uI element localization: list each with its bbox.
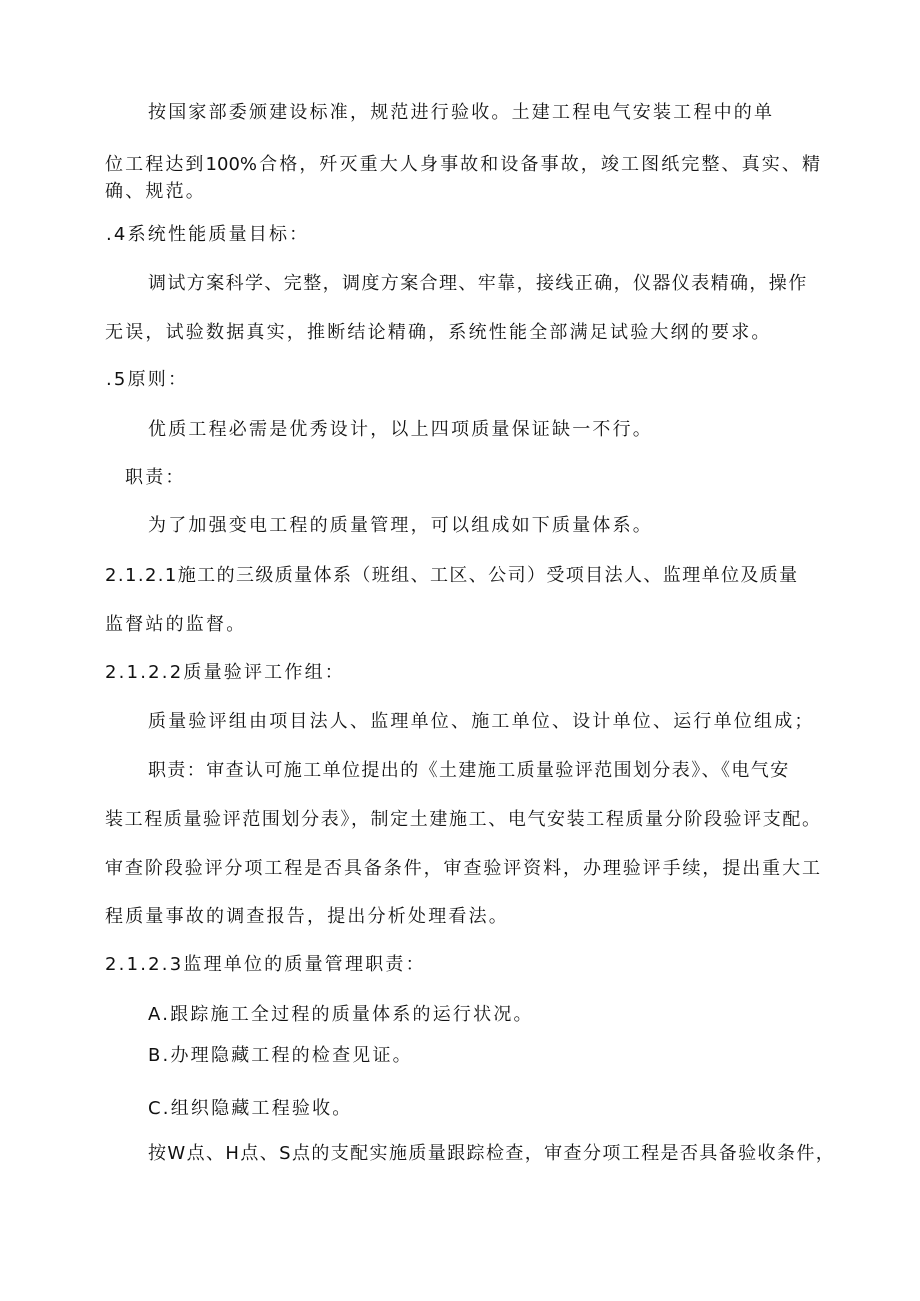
list-item: A.跟踪施工全过程的质量体系的运行状况。 xyxy=(148,1004,534,1025)
paragraph-line: 质量验评组由项目法人、监理单位、施工单位、设计单位、运行单位组成； xyxy=(148,711,815,732)
paragraph-line: 确、规范。 xyxy=(105,181,206,202)
paragraph-line: 优质工程必需是优秀设计，以上四项质量保证缺一不行。 xyxy=(148,419,653,440)
section-heading: 职责： xyxy=(125,467,186,488)
paragraph-line: 调试方案科学、完整，调度方案合理、牢靠，接线正确，仪器仪表精确，操作 xyxy=(148,273,808,294)
paragraph-line: 程质量事故的调查报告，提出分析处理看法。 xyxy=(105,906,509,927)
paragraph-line: 为了加强变电工程的质量管理，可以组成如下质量体系。 xyxy=(148,515,653,536)
paragraph-line: 无误，试验数据真实，推断结论精确，系统性能全部满足试验大纲的要求。 xyxy=(105,322,772,343)
paragraph-line: 监督站的监督。 xyxy=(105,614,247,635)
paragraph-line: 按国家部委颁建设标准，规范进行验收。土建工程电气安装工程中的单 xyxy=(148,102,775,123)
list-item: B.办理隐藏工程的检查见证。 xyxy=(148,1045,413,1066)
section-heading: 2.1.2.3监理单位的质量管理职责： xyxy=(105,954,426,975)
paragraph-line: 2.1.2.1施工的三级质量体系（班组、工区、公司）受项目法人、监理单位及质量 xyxy=(105,565,799,586)
paragraph-line: 装工程质量验评范围划分表》，制定土建施工、电气安装工程质量分阶段验评支配。 xyxy=(105,809,820,830)
section-heading: .5原则： xyxy=(106,369,189,390)
paragraph-line: 审查阶段验评分项工程是否具备条件，审查验评资料，办理验评手续，提出重大工 xyxy=(105,858,820,879)
list-item: C.组织隐藏工程验收。 xyxy=(148,1098,353,1119)
paragraph-line: 按W点、H点、S点的支配实施质量跟踪检查，审查分项工程是否具备验收条件， xyxy=(148,1143,836,1164)
section-heading: .4系统性能质量目标： xyxy=(106,224,310,245)
section-heading: 2.1.2.2质量验评工作组： xyxy=(105,662,345,683)
paragraph-line: 职责：审查认可施工单位提出的《土建施工质量验评范围划分表》、《电气安 xyxy=(148,760,790,781)
paragraph-line: 位工程达到100%合格，歼灭重大人身事故和设备事故，竣工图纸完整、真实、精 xyxy=(105,154,820,175)
